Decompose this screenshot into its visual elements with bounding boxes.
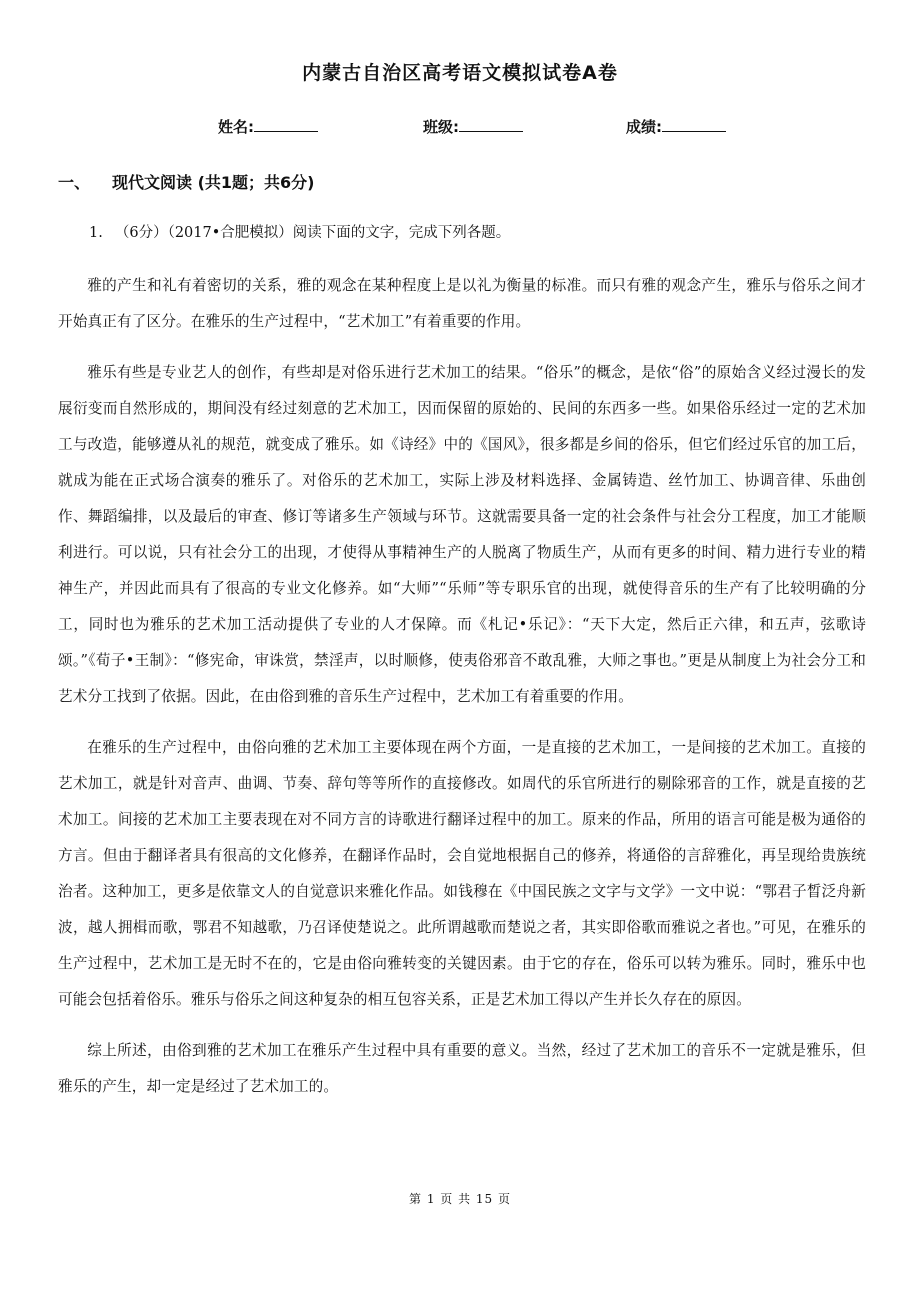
score-blank <box>662 115 726 132</box>
question-text: （6分）（2017•合肥模拟）阅读下面的文字，完成下列各题。 <box>114 225 511 241</box>
score-field <box>626 115 726 137</box>
class-field <box>423 115 523 137</box>
question-number: 1. <box>89 225 103 241</box>
page-footer: 第 1 页 共 15 页 <box>409 1192 511 1206</box>
student-info-row <box>0 115 920 137</box>
document-title: 内蒙古自治区高考语文模拟试卷A卷 <box>302 62 618 84</box>
passage-paragraph: 雅乐有些是专业艺人的创作，有些却是对俗乐进行艺术加工的结果。“俗乐”的概念，是依“俗”的原始含义经过漫长的发展衍变而自然形成的，期间没有经过刻意的艺术加工，因而保留的原始的、民间的东西多一些。如果俗乐经过一定的艺术加工与改造，能够遵从礼的规范，就变成了雅乐。如《诗经》中的《国风》，很多都是乡间的俗乐，但它们经过乐官的加工后，就成为能在正式场合演奏的雅乐了。对俗乐的艺术加工，实际上涉及材料选择、金属铸造、丝竹加工、协调音律、乐曲创作、舞蹈编排，以及最后的审查、修订等诸多生产领域与环节。这就需要具备一定的社会条件与社会分工程度，加工才能顺利进行。可以说，只有社会分工的出现，才使得从事精神生产的人脱离了物质生产，从而有更多的时间、精力进行专业的精神生产，并因此而具有了很高的专业文化修养。如“大师”“乐师”等专职乐官的出现，就使得音乐的生产有了比较明确的分工，同时也为雅乐的艺术加工活动提供了专业的人才保障。而《札记•乐记》：“天下大定，然后正六律，和五声，弦歌诗颂。”《荀子•王制》：“修宪命，审诛赏，禁淫声，以时顺修，使夷俗邪音不敢乱雅，大师之事也。”更是从制度上为社会分工和艺术分工找到了依据。因此，在由俗到雅的音乐生产过程中，艺术加工有着重要的作用。 <box>58 364 866 705</box>
class-label: 班级: <box>423 118 459 136</box>
name-field <box>218 115 318 137</box>
passage-paragraph: 综上所述，由俗到雅的艺术加工在雅乐产生过程中具有重要的意义。当然，经过了艺术加工的音乐不一定就是雅乐，但雅乐的产生，却一定是经过了艺术加工的。 <box>58 1042 866 1095</box>
reading-passage <box>58 268 866 1120</box>
question-stem <box>89 221 510 242</box>
passage-paragraph: 雅的产生和礼有着密切的关系，雅的观念在某种程度上是以礼为衡量的标准。而只有雅的观念产生，雅乐与俗乐之间才开始真正有了区分。在雅乐的生产过程中，“艺术加工”有着重要的作用。 <box>58 277 866 330</box>
score-label: 成绩: <box>626 118 662 136</box>
name-label: 姓名: <box>218 118 254 136</box>
section-title: 现代文阅读 (共1题；共6分) <box>112 173 315 192</box>
name-blank <box>254 115 318 132</box>
section-number: 一、 <box>58 173 91 192</box>
section-heading <box>58 170 314 193</box>
passage-paragraph: 在雅乐的生产过程中，由俗向雅的艺术加工主要体现在两个方面，一是直接的艺术加工，一是间接的艺术加工。直接的艺术加工，就是针对音声、曲调、节奏、辞句等等所作的直接修改。如周代的乐官所进行的剔除邪音的工作，就是直接的艺术加工。间接的艺术加工主要表现在对不同方言的诗歌进行翻译过程中的加工。原来的作品，所用的语言可能是极为通俗的方言。但由于翻译者具有很高的文化修养，在翻译作品时，会自觉地根据自己的修养，将通俗的言辞雅化，再呈现给贵族统治者。这种加工，更多是依靠文人的自觉意识来雅化作品。如钱穆在《中国民族之文字与文学》一文中说：“鄂君子晳泛舟新波，越人拥楫而歌，鄂君不知越歌，乃召译使楚说之。此所谓越歌而楚说之者，其实即俗歌而雅说之者也。”可见，在雅乐的生产过程中，艺术加工是无时不在的，它是由俗向雅转变的关键因素。由于它的存在，俗乐可以转为雅乐。同时，雅乐中也可能会包括着俗乐。雅乐与俗乐之间这种复杂的相互包容关系，正是艺术加工得以产生并长久存在的原因。 <box>58 739 866 1008</box>
class-blank <box>459 115 523 132</box>
